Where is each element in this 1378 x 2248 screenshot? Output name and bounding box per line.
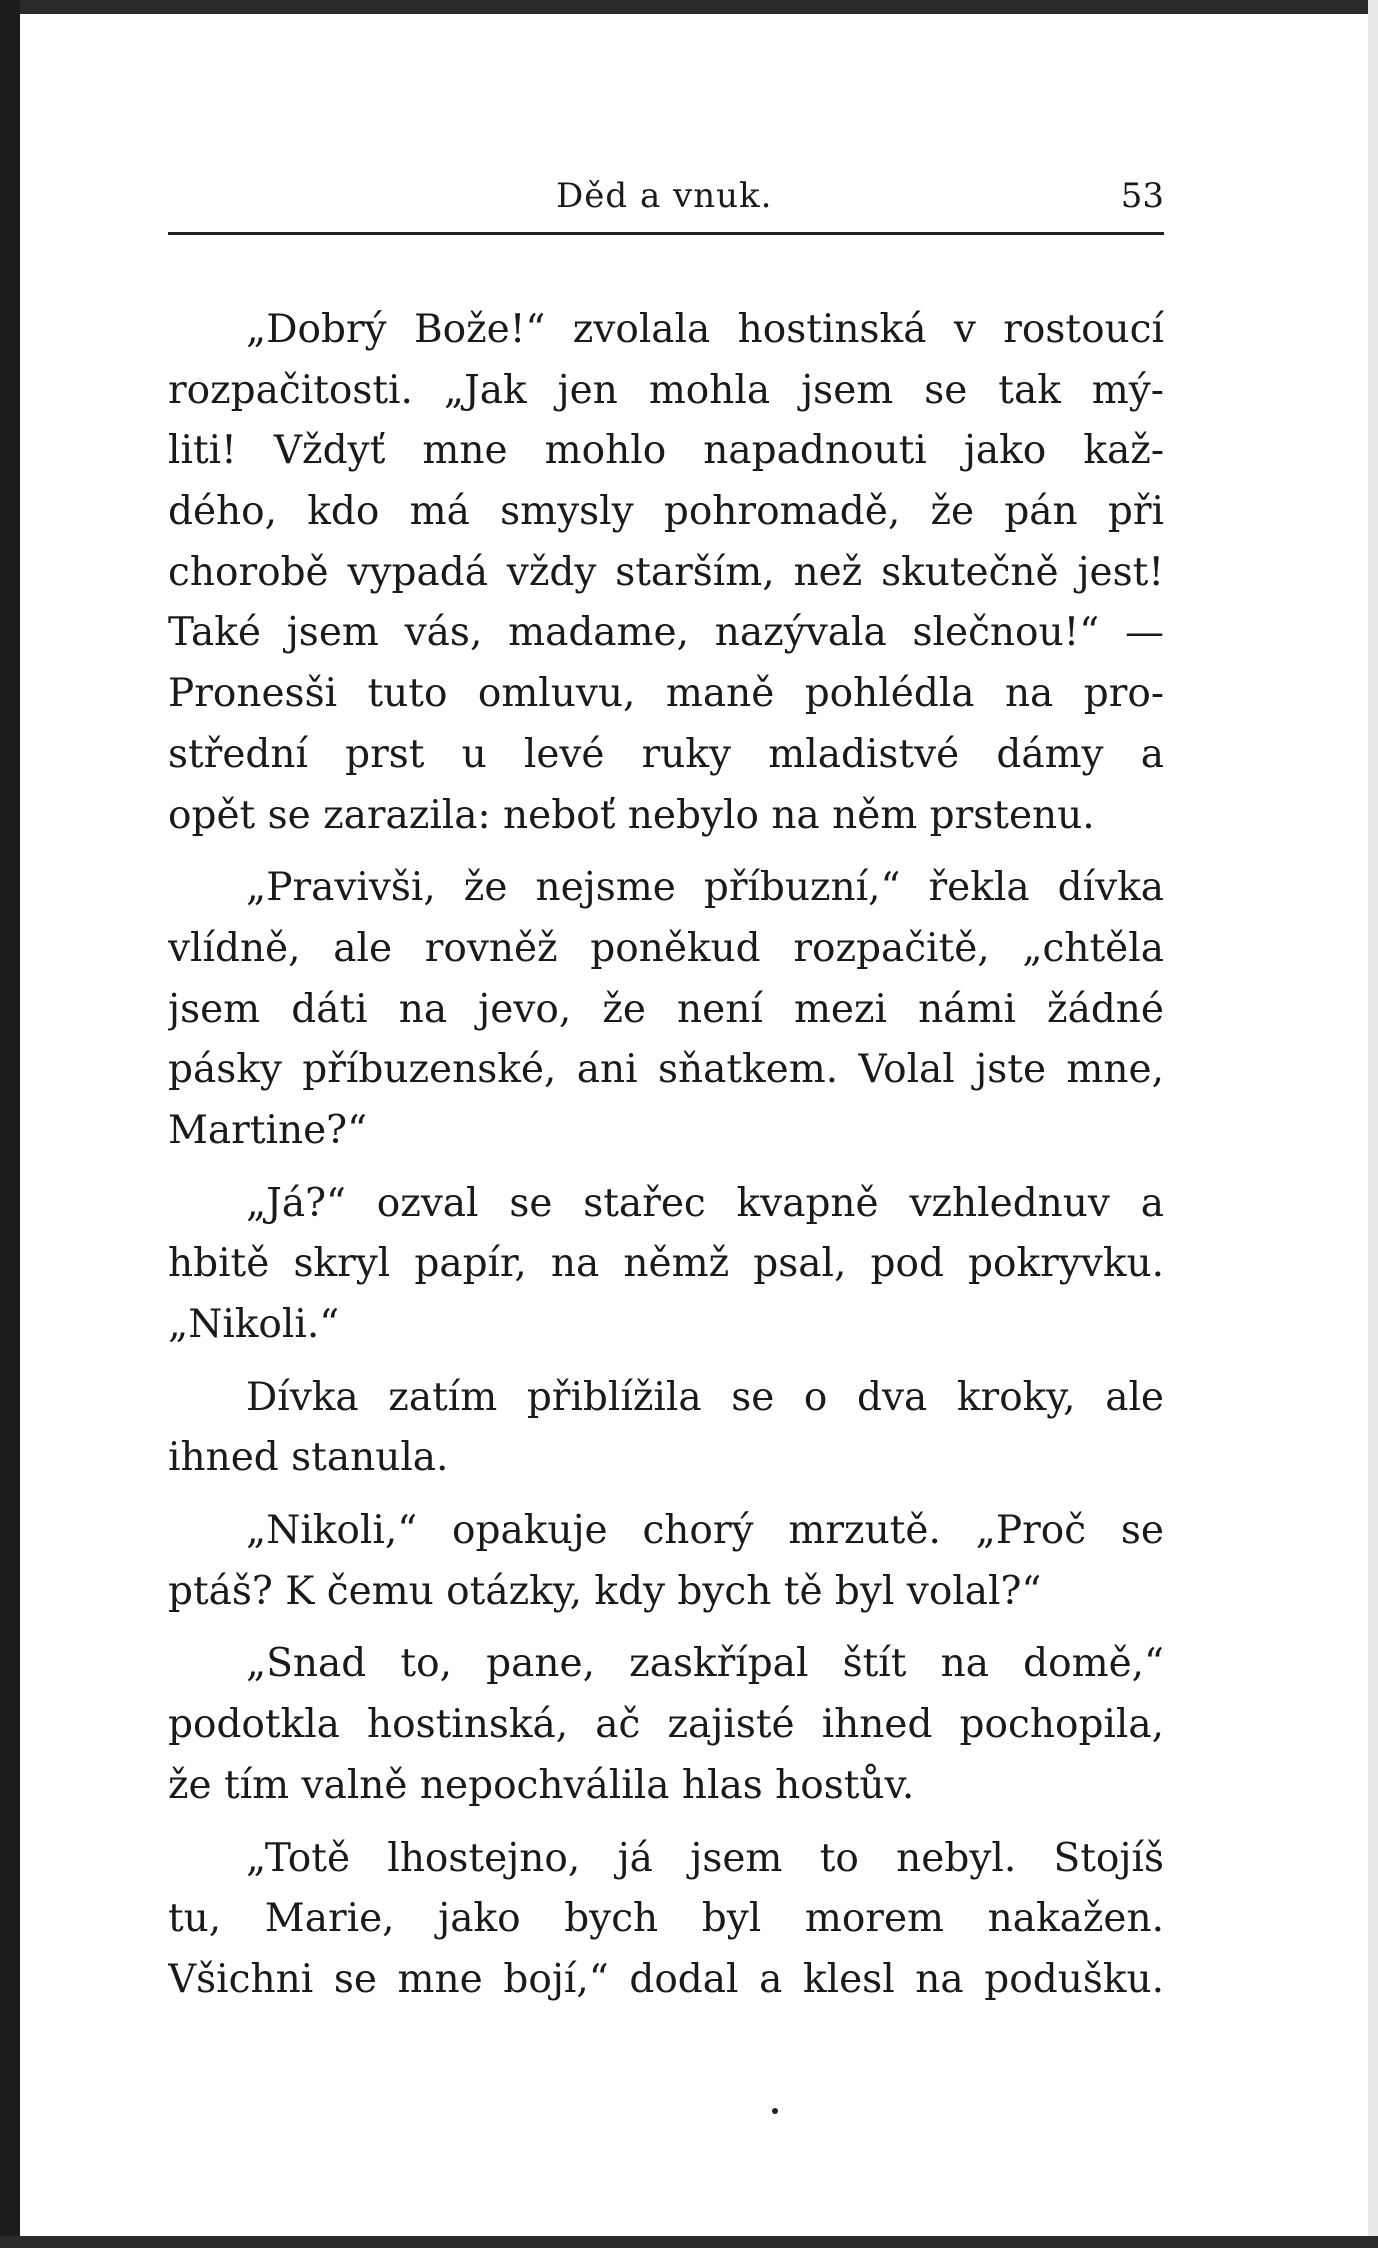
paragraph xyxy=(168,1501,1164,1622)
text-line: ptáš? K čemu otázky, kdy bych tě byl volal?“ xyxy=(168,1568,1042,1614)
paragraph xyxy=(168,1174,1164,1356)
scan-top-edge xyxy=(0,0,1378,14)
text-line: Všichni se mne bojí,“ dodal a klesl na podušku. xyxy=(168,1956,1164,2002)
text-line: Pronesši tuto omluvu, maně pohlédla na pro- xyxy=(168,671,1164,717)
text-line: tu, Marie, jako bych byl morem nakažen. xyxy=(168,1896,1164,1942)
text-line: Dívka zatím přiblížila se o dva kroky, ale xyxy=(246,1374,1164,1420)
text-line: Také jsem vás, madame, nazývala slečnou!“ — xyxy=(168,610,1164,656)
text-line: jsem dáti na jevo, že není mezi námi žádné xyxy=(168,986,1164,1032)
text-line: „Pravivši, že nejsme příbuzní,“ řekla dívka xyxy=(246,865,1164,911)
page-header xyxy=(168,172,1164,226)
text-line: dého, kdo má smysly pohromadě, že pán při xyxy=(168,489,1164,535)
text-line: „Dobrý Bože!“ zvolala hostinská v rostoucí xyxy=(246,307,1164,352)
text-line: „Snad to, pane, zaskřípal štít na domě,“ xyxy=(246,1641,1164,1687)
ink-speck xyxy=(772,2108,778,2114)
text-line: „Totě lhostejno, já jsem to nebyl. Stojíš xyxy=(246,1835,1164,1881)
text-line: vlídně, ale rovněž poněkud rozpačitě, „chtěla xyxy=(168,925,1164,971)
text-line: podotkla hostinská, ač zajisté ihned pochopila, xyxy=(168,1702,1164,1748)
scan-bottom-edge xyxy=(0,2236,1378,2248)
text-line: liti! Vždyť mne mohlo napadnouti jako kaž- xyxy=(168,428,1164,474)
text-line: rozpačitosti. „Jak jen mohla jsem se tak mý- xyxy=(168,367,1164,413)
running-title: Děd a vnuk. xyxy=(556,176,773,216)
scan-left-edge xyxy=(0,0,20,2248)
text-line: „Nikoli.“ xyxy=(168,1302,340,1347)
header-rule xyxy=(168,232,1164,235)
text-line: „Já?“ ozval se stařec kvapně vzhlednuv a xyxy=(246,1180,1164,1226)
text-line: pásky příbuzenské, ani sňatkem. Volal jste mne, xyxy=(168,1047,1164,1093)
paragraph xyxy=(168,1634,1164,1816)
text-line: Martine?“ xyxy=(168,1107,368,1153)
text-line: opět se zarazila: neboť nebylo na něm prstenu. xyxy=(168,792,1095,838)
paragraph xyxy=(168,300,1164,846)
paragraph xyxy=(168,1368,1164,1489)
text-line: střední prst u levé ruky mladistvé dámy a xyxy=(168,731,1164,777)
text-line: že tím valně nepochválila hlas hostův. xyxy=(168,1762,915,1808)
paragraph xyxy=(168,858,1164,1161)
scan-right-edge xyxy=(1368,0,1378,2248)
text-line: chorobě vypadá vždy starším, než skutečně jest! xyxy=(168,549,1164,595)
text-line: ihned stanula. xyxy=(168,1435,449,1481)
text-line: „Nikoli,“ opakuje chorý mrzutě. „Proč se xyxy=(246,1508,1164,1554)
paragraph xyxy=(168,1829,1164,2011)
body-text xyxy=(168,300,1164,2023)
text-line: hbitě skryl papír, na němž psal, pod pokryvku. xyxy=(168,1241,1164,1287)
page-number: 53 xyxy=(1120,176,1164,216)
